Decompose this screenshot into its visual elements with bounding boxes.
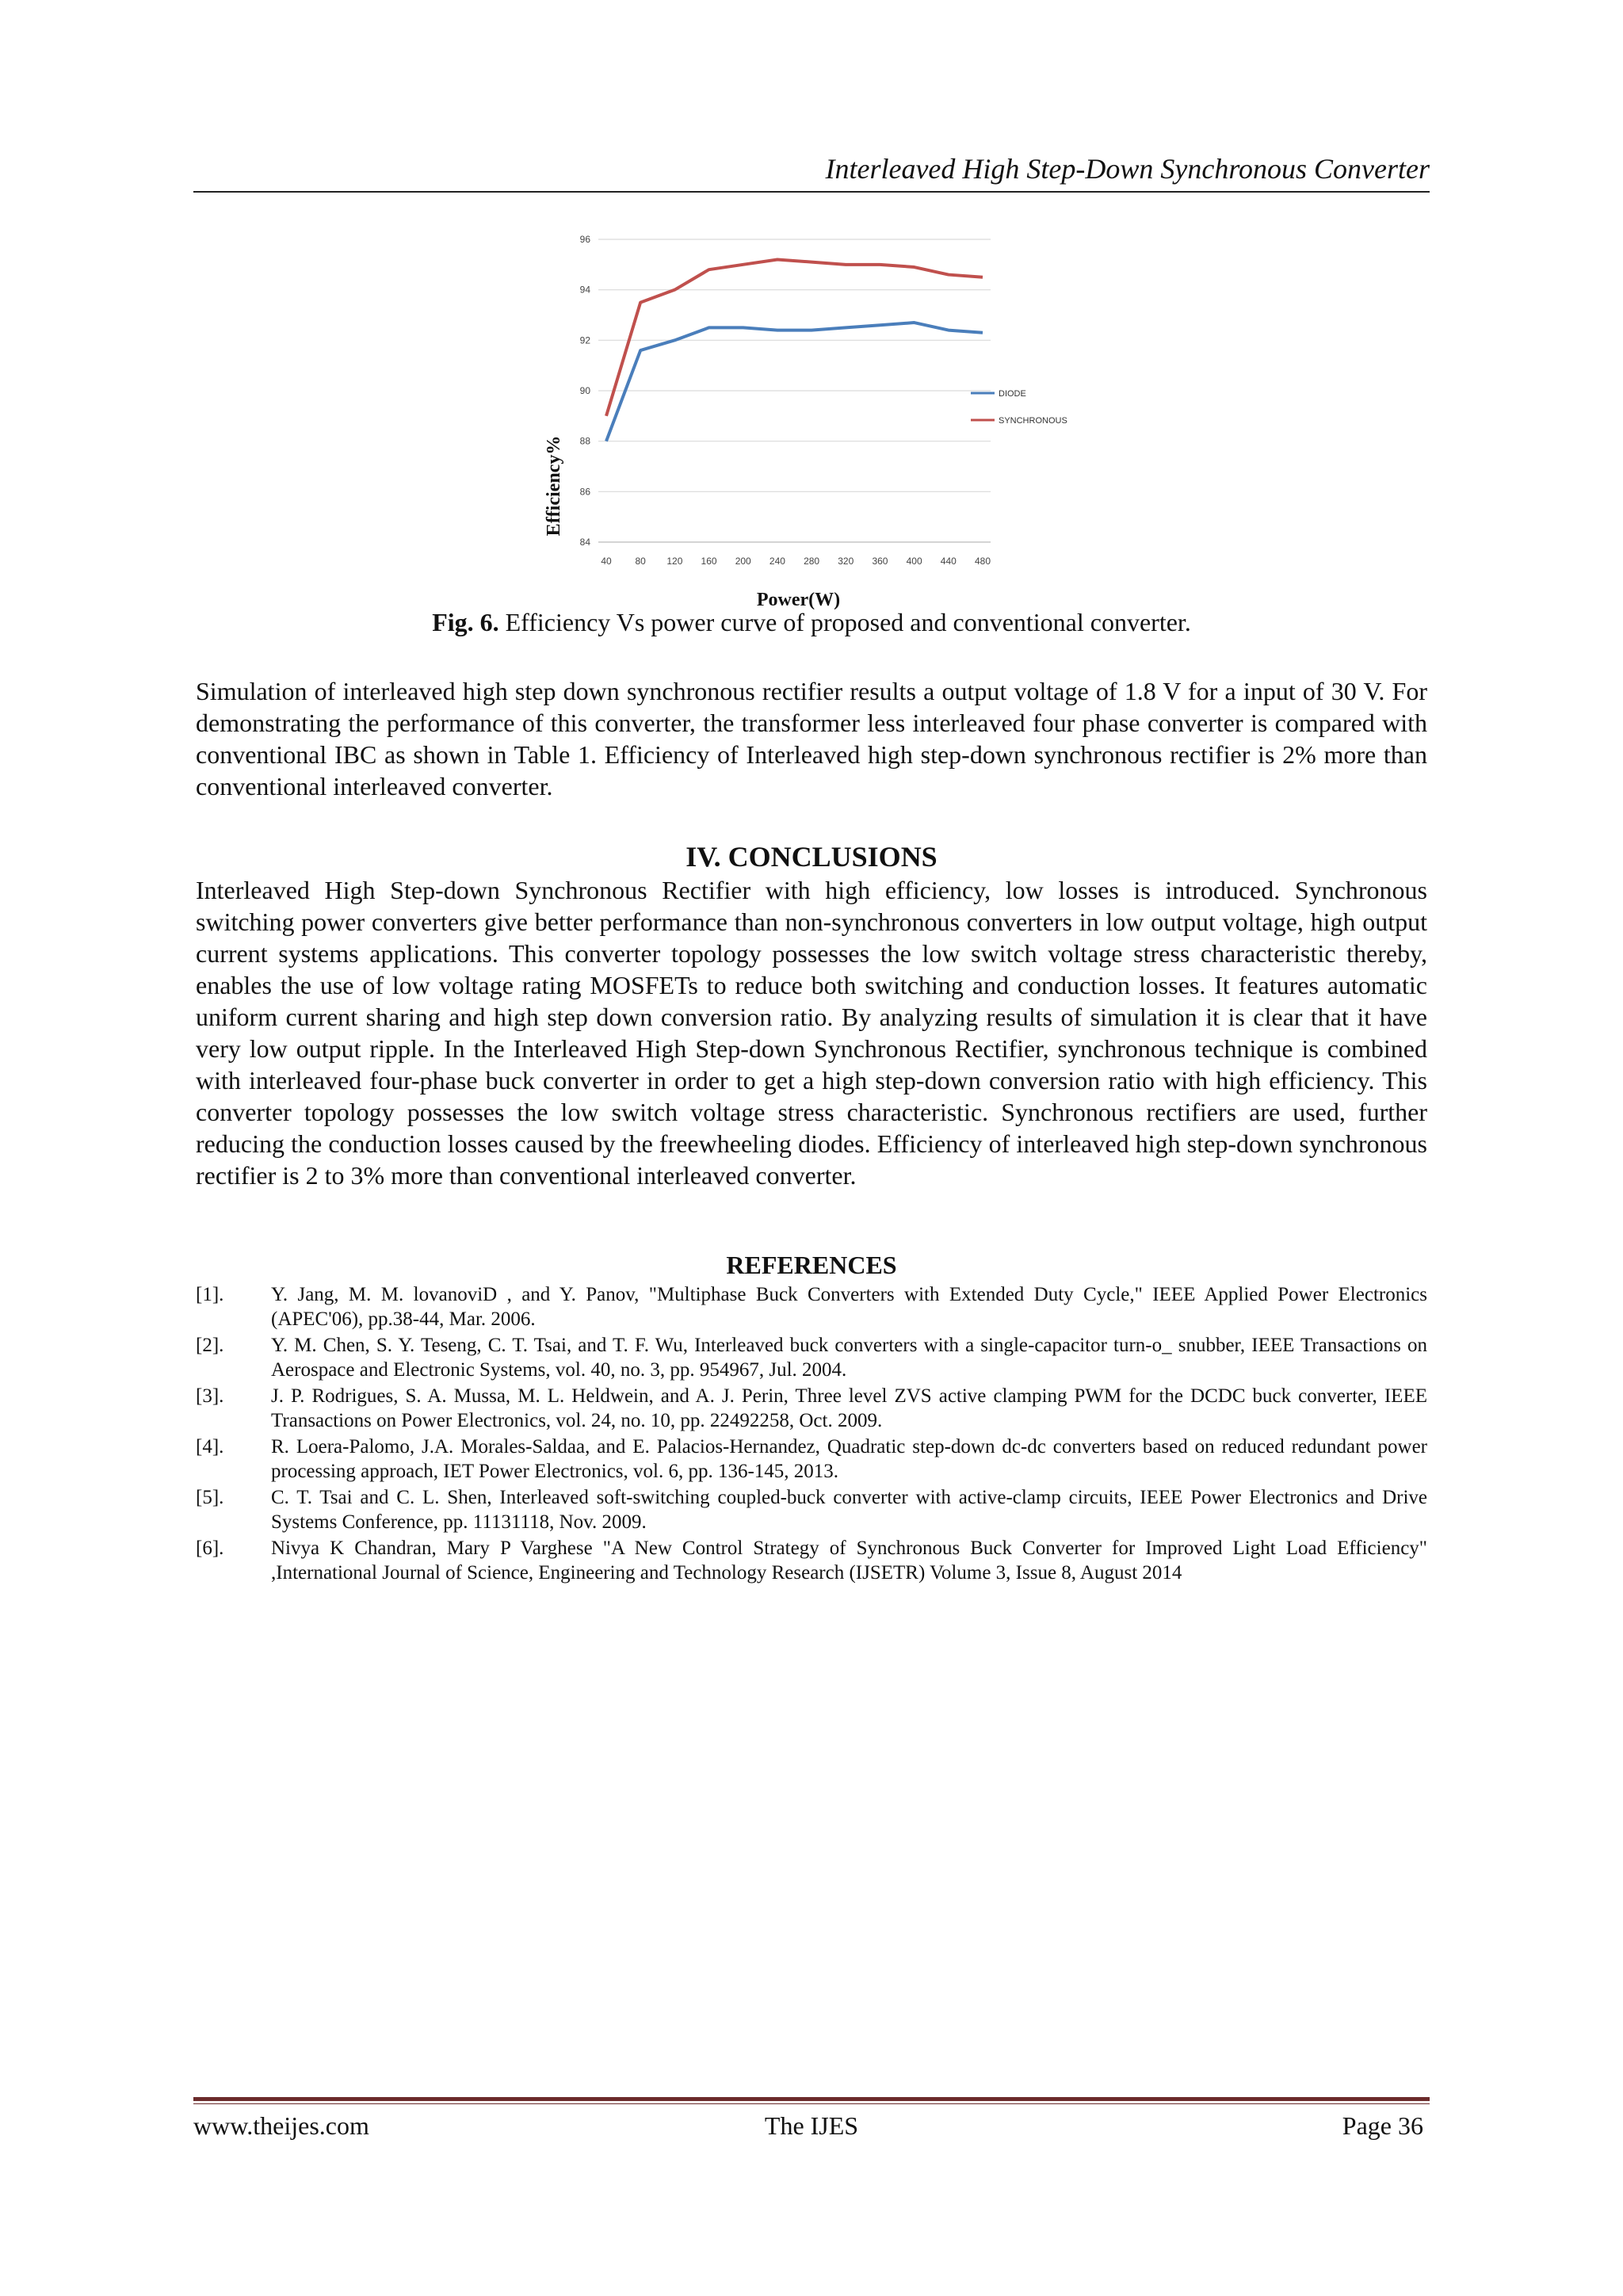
reference-item	[196, 1485, 1427, 1534]
reference-text: J. P. Rodrigues, S. A. Mussa, M. L. Heldwein, and A. J. Perin, Three level ZVS active clamping PWM for the DCDC buck converter, IEEE Transactions on Power Electronics, vol. 24, no. 10, pp. 22492258, Oct. 2009.	[271, 1385, 1427, 1431]
footer-website: www.theijes.com	[193, 2111, 369, 2140]
reference-item	[196, 1282, 1427, 1331]
x-tick-label: 320	[838, 556, 854, 567]
section-heading-conclusions: IV. CONCLUSIONS	[685, 841, 938, 873]
x-tick-label: 160	[701, 556, 717, 567]
y-tick-label: 88	[579, 435, 590, 447]
x-tick-label: 360	[872, 556, 888, 567]
figure-label: Fig. 6.	[432, 608, 499, 636]
x-tick-label: 80	[635, 556, 646, 567]
reference-number: [4].	[196, 1436, 224, 1457]
legend-label: SYNCHRONOUS	[999, 416, 1067, 426]
figure-caption	[193, 608, 1430, 637]
x-tick-label: 440	[940, 556, 957, 567]
reference-number: [5].	[196, 1487, 224, 1508]
x-tick-label: 120	[666, 556, 683, 567]
body-paragraph-1: Simulation of interleaved high step down synchronous rectifier results a output voltage of 1.8 V for a input of 30 V. For demonstrating the performance of this converter, the transformer less interleaved four phase converter is compared with conventional IBC as shown in Table 1. Efficiency of Interleaved high step-down synchronous rectifier is 2% more than conventional interleaved converter.	[196, 677, 1427, 800]
y-tick-label: 84	[579, 537, 590, 548]
reference-text: Y. M. Chen, S. Y. Teseng, C. T. Tsai, and T. F. Wu, Interleaved buck converters with a single-capacitor turn-o_ snubber, IEEE Transactions on Aerospace and Electronic Systems, vol. 40, no. 3, pp. 954967, Jul. 2004.	[271, 1335, 1427, 1381]
y-tick-label: 86	[579, 486, 590, 498]
reference-number: [6].	[196, 1538, 224, 1559]
references-list	[196, 1282, 1427, 1587]
y-tick-label: 92	[579, 334, 590, 346]
references-heading: REFERENCES	[726, 1251, 897, 1279]
footer-page-number: Page 36	[1342, 2111, 1423, 2140]
body-paragraph-2: Interleaved High Step-down Synchronous Rectifier with high efficiency, low losses is introduced. Synchronous switching power converters give better performance than non-synchronous converters in low output voltage, high output current systems applications. This converter topology possesses the low switch voltage stress characteristic thereby, enables the use of low voltage rating MOSFETs to reduce both switching and conduction losses. It features automatic uniform current sharing and high step down conversion ratio. By analyzing results of simulation it is clear that it have very low output ripple. In the Interleaved High Step-down Synchronous Rectifier, synchronous technique is combined with interleaved four-phase buck converter in order to get a high step-down conversion ratio with high efficiency. This converter topology possesses the low switch voltage stress characteristic. Synchronous rectifiers are used, further reducing the conduction losses caused by the freewheeling diodes. Efficiency of interleaved high step-down synchronous rectifier is 2 to 3% more than conventional interleaved converter.	[196, 876, 1427, 1190]
y-tick-label: 94	[579, 284, 590, 296]
x-tick-label: 480	[974, 556, 991, 567]
reference-number: [1].	[196, 1284, 224, 1305]
legend-label: DIODE	[999, 389, 1026, 399]
header-rule	[193, 191, 1430, 193]
reference-item	[196, 1384, 1427, 1433]
reference-text: C. T. Tsai and C. L. Shen, Interleaved soft-switching coupled-buck converter with active-clamp circuits, IEEE Power Electronics and Drive Systems Conference, pp. 11131118, Nov. 2009.	[271, 1487, 1427, 1533]
reference-number: [2].	[196, 1335, 224, 1356]
figure-caption-text: Efficiency Vs power curve of proposed and conventional converter.	[505, 608, 1191, 636]
reference-item	[196, 1536, 1427, 1585]
reference-text: R. Loera-Palomo, J.A. Morales-Saldaa, and E. Palacios-Hernandez, Quadratic step-down dc-dc converters based on reduced redundant power processing approach, IET Power Electronics, vol. 6, pp. 136-145, 2013.	[271, 1436, 1427, 1482]
reference-number: [3].	[196, 1385, 224, 1407]
footer-rule-thin	[193, 2103, 1430, 2104]
x-axis-title: Power(W)	[756, 590, 841, 610]
x-tick-label: 400	[906, 556, 922, 567]
reference-item	[196, 1435, 1427, 1484]
x-tick-label: 240	[769, 556, 785, 567]
running-header: Interleaved High Step-Down Synchronous Converter	[825, 153, 1430, 185]
footer-journal: The IJES	[764, 2111, 859, 2140]
reference-text: Nivya K Chandran, Mary P Varghese "A New Control Strategy of Synchronous Buck Converter for Improved Light Load Efficiency" ,International Journal of Science, Engineering and Technology Research (IJSETR) Volume 3, Issue 8, August 2014	[271, 1538, 1427, 1584]
x-tick-label: 40	[601, 556, 612, 567]
series-line-synchronous	[606, 259, 983, 415]
efficiency-chart	[539, 223, 1094, 612]
y-tick-label: 96	[579, 234, 590, 245]
reference-item	[196, 1333, 1427, 1382]
x-tick-label: 280	[804, 556, 820, 567]
reference-text: Y. Jang, M. M. lovanoviD , and Y. Panov, "Multiphase Buck Converters with Extended Duty Cycle," IEEE Applied Power Electronics (APEC'06), pp.38-44, Mar. 2006.	[271, 1284, 1427, 1330]
footer-rule	[193, 2097, 1430, 2101]
x-tick-label: 200	[735, 556, 751, 567]
efficiency-chart-svg	[539, 223, 1094, 612]
y-tick-label: 90	[579, 385, 590, 396]
y-axis-title: Efficiency%	[544, 435, 564, 537]
